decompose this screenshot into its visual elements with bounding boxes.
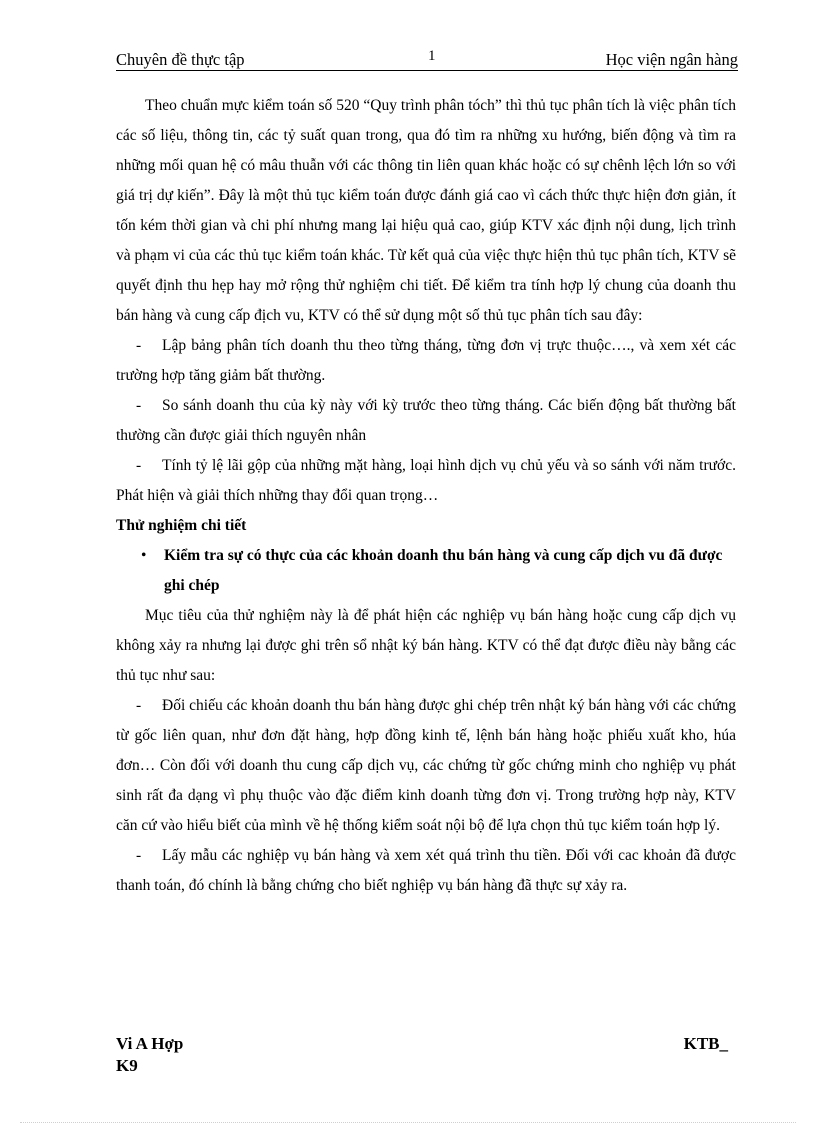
list-item-sample-transactions: [116, 841, 736, 901]
list-item-gross-margin: [116, 451, 736, 511]
document-body: [116, 91, 736, 901]
header-institution: Học viện ngân hàng: [605, 50, 738, 69]
dash-mark: -: [136, 697, 142, 714]
list-item-text: So sánh doanh thu của kỳ này với kỳ trước theo từng tháng. Các biến động bất thường bất thường cần được giải thích nguyên nhân: [116, 397, 736, 444]
list-item-period-comparison: [116, 391, 736, 451]
list-item-text: Tính tỷ lệ lãi gộp của những mặt hàng, loại hình dịch vụ chủ yếu và so sánh với năm trước. Phát hiện và giải thích những thay đổi quan trọng…: [116, 457, 736, 504]
dash-mark: -: [136, 847, 142, 864]
bullet-mark: •: [141, 547, 147, 564]
list-item-text: Lập bảng phân tích doanh thu theo từng tháng, từng đơn vị trực thuộc…., và xem xét các trường hợp tăng giảm bất thường.: [116, 337, 736, 384]
paragraph-analysis-intro: Theo chuẩn mực kiểm toán số 520 “Quy trình phân tóch” thì thủ tục phân tích là việc phân tích các số liệu, thông tin, các tỷ suất quan trong, qua đó tìm ra những xu hướng, biến động và tìm ra những mối quan hệ có mâu thuẫn với các thông tin liên quan khác hoặc có sự chênh lệch lớn so với giá trị dự kiến”. Đây là một thủ tục kiểm toán được đánh giá cao vì cách thức thực hiện đơn giản, ít tốn kém thời gian và chi phí nhưng mang lại hiệu quả cao, giúp KTV xác định nội dung, lịch trình và phạm vi của các thủ tục kiểm toán khác. Từ kết quả của việc thực hiện thủ tục phân tích, KTV sẽ quyết định thu hẹp hay mở rộng thử nghiệm chi tiết. Để kiểm tra tính hợp lý chung của doanh thu bán hàng và cung cấp địch vu, KTV có thể sử dụng một số thủ tục phân tích sau đây:: [116, 97, 736, 324]
bullet-item-existence-test: [116, 541, 736, 601]
footer-class-suffix: K9: [116, 1056, 138, 1075]
paragraph-test-objective: Mục tiêu của thử nghiệm này là để phát hiện các nghiệp vụ bán hàng hoặc cung cấp dịch vụ không xảy ra nhưng lại được ghi trên sổ nhật ký bán hàng. KTV có thể đạt được điều này bằng các thủ tục như sau:: [116, 607, 736, 684]
header-title: Chuyên đề thực tập: [116, 50, 245, 69]
page-number: 1: [428, 48, 436, 64]
list-item-text: Đối chiếu các khoản doanh thu bán hàng được ghi chép trên nhật ký bán hàng với các chứng từ gốc liên quan, như đơn đặt hàng, hợp đồng kinh tế, lệnh bán hàng hoặc phiếu xuất kho, húa đơn… Còn đối với doanh thu cung cấp dịch vụ, các chứng từ gốc chứng minh cho nghiệp vụ phát sinh rất đa dạng vì phụ thuộc vào đặc điểm kinh doanh từng đơn vị. Trong trường hợp này, KTV căn cứ vào hiểu biết của mình về hệ thống kiểm soát nội bộ để lựa chọn thủ tục kiểm toán hợp lý.: [116, 697, 736, 834]
section-heading: Thử nghiệm chi tiết: [116, 517, 247, 534]
footer-author: Vi A Hợp: [116, 1034, 184, 1053]
list-item-monthly-analysis: [116, 331, 736, 391]
dash-mark: -: [136, 457, 142, 474]
dash-mark: -: [136, 397, 142, 414]
bullet-item-text: Kiểm tra sự có thực của các khoản doanh thu bán hàng và cung cấp dịch vu đã được ghi chép: [164, 547, 723, 594]
list-item-reconcile-documents: [116, 691, 736, 841]
dash-mark: -: [136, 337, 142, 354]
list-item-text: Lấy mẫu các nghiệp vụ bán hàng và xem xét quá trình thu tiền. Đối với cac khoản đã được thanh toán, đó chính là bằng chứng cho biết nghiệp vụ bán hàng đã thực sự xảy ra.: [116, 847, 736, 894]
footer-class-code: KTB_: [683, 1034, 728, 1053]
page-header: [116, 50, 738, 71]
